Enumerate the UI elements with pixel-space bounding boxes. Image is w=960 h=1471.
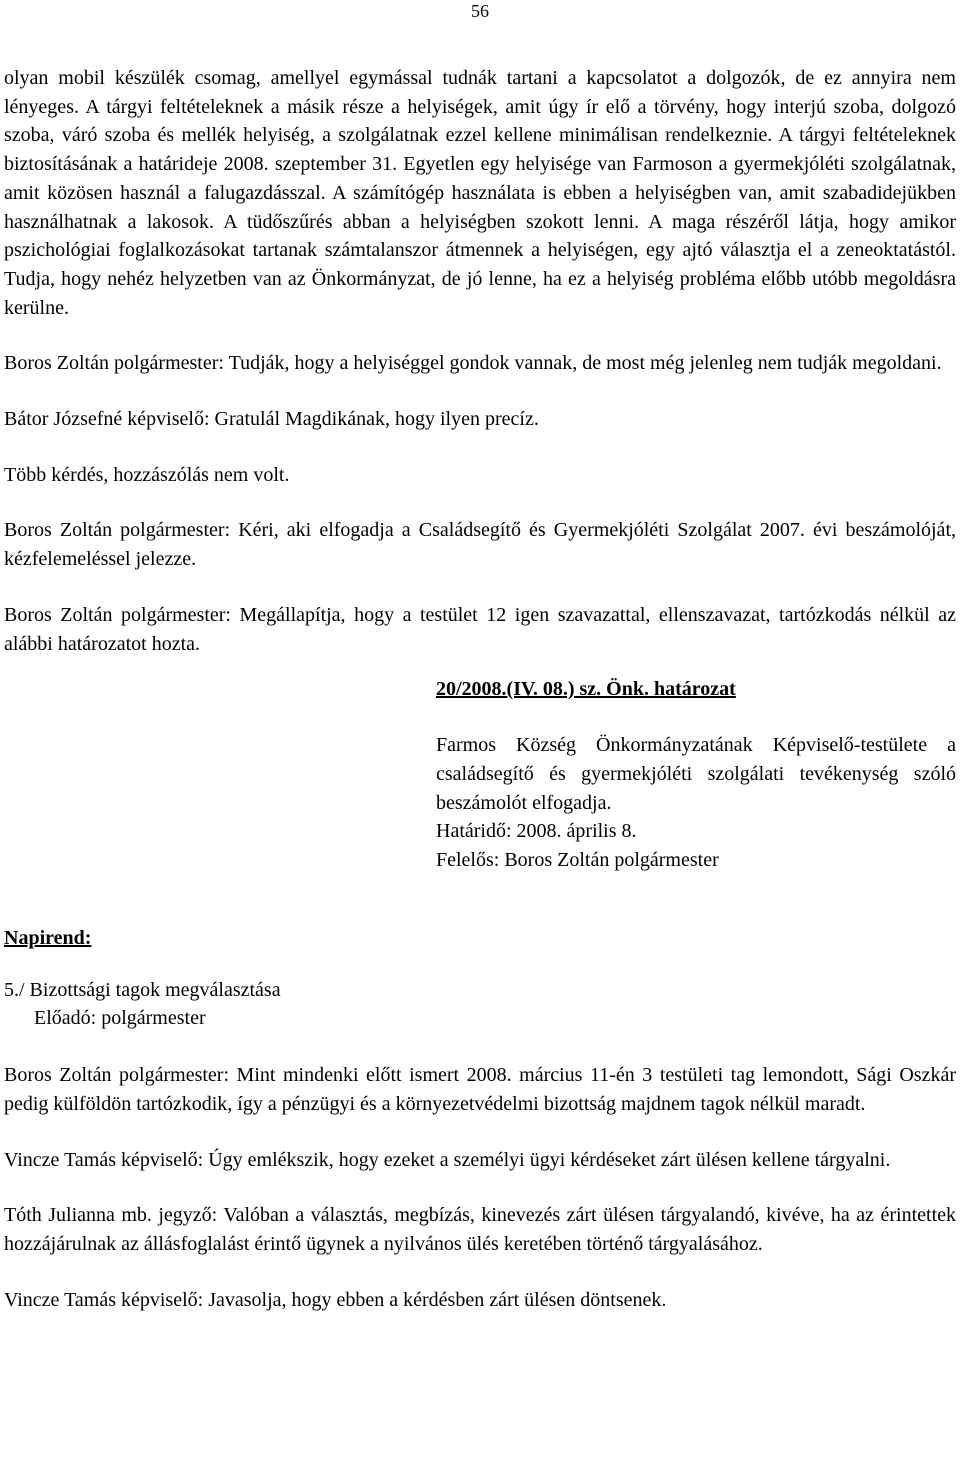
resolution-block	[436, 675, 956, 875]
resolution-deadline: Határidő: 2008. április 8.	[436, 820, 637, 843]
paragraph-vote-result: Boros Zoltán polgármester: Megállapítja, hogy a testület 12 igen szavazattal, ellenszavazat, tartózkodás nélkül az alábbi határozatot hozta.	[4, 603, 956, 655]
paragraph-notary-statement: Tóth Julianna mb. jegyző: Valóban a választás, megbízás, kinevezés zárt ülésen tárgyalandó, kivéve, ha az érintettek hozzájárulnak az állásfoglalást érintő ügynek a nyilvános ülés keretében történő tárgyalásához.	[4, 1204, 956, 1255]
agenda-heading: Napirend:	[4, 926, 92, 949]
paragraph-committee-situation: Boros Zoltán polgármester: Mint mindenki előtt ismert 2008. március 11-én 3 testületi tag lemondott, Sági Oszkár pedig külföldön tartózkodik, így a pénzügyi és a környezetvédelmi bizottság majdnem tagok nélkül maradt.	[4, 1064, 956, 1115]
resolution-responsible: Felelős: Boros Zoltán polgármester	[436, 849, 719, 872]
paragraph-no-more-questions: Több kérdés, hozzászólás nem volt.	[4, 463, 290, 486]
paragraph-mayor-response: Boros Zoltán polgármester: Tudják, hogy a helyiséggel gondok vannak, de most még jelenleg nem tudják megoldani.	[4, 352, 942, 375]
resolution-title: 20/2008.(IV. 08.) sz. Önk. határozat	[436, 678, 736, 701]
paragraph-closed-session-proposal: Vincze Tamás képviselő: Javasolja, hogy ebben a kérdésben zárt ülésen döntsenek.	[4, 1288, 667, 1311]
page-number: 56	[471, 1, 489, 21]
paragraph-facilities: olyan mobil készülék csomag, amellyel egymással tudnák tartani a kapcsolatot a dolgozók, de ez annyira nem lényeges. A tárgyi feltételeknek a másik része a helyiségek, amit úgy ír elő a törvény, hogy interjú szoba, dolgozó szoba, váró szoba és mellék helyiség, a szolgálatnak ezzel kellene minimálisan rendelkeznie. A tárgyi feltételeknek biztosításának a határideje 2008. szeptember 31. Egyetlen egy helyisége van Farmoson a gyermekjóléti szolgálatnak, amit közösen használ a falugazdásszal. A számítógép használata is ebben a helyiségben van, amit szabadidejükben használhatnak a lakosok. A tüdőszűrés abban a helyiségben szokott lenni. A maga részéről látja, hogy amikor pszichológiai foglalkozásokat tartanak számtalanszor átmennek a helyiségen, egy ajtó választja el a zeneoktatástól. Tudja, hogy nehéz helyzetben van az Önkormányzat, de jó lenne, ha ez a helyiség probléma előbb utóbb megoldásra kerülne.	[4, 67, 956, 319]
agenda-item: 5./ Bizottsági tagok megválasztása	[4, 978, 281, 1001]
paragraph-closed-session-remark: Vincze Tamás képviselő: Úgy emlékszik, hogy ezeket a személyi ügyi kérdéseket zárt ülésen kellene tárgyalni.	[4, 1148, 891, 1171]
document-body	[4, 64, 956, 1314]
paragraph-vote-call: Boros Zoltán polgármester: Kéri, aki elfogadja a Családsegítő és Gyermekjóléti Szolgálat 2007. évi beszámolóját, kézfelemeléssel jelezze.	[4, 519, 956, 571]
paragraph-congratulation: Bátor Józsefné képviselő: Gratulál Magdikának, hogy ilyen precíz.	[4, 408, 539, 431]
agenda-presenter: Előadó: polgármester	[34, 1007, 206, 1030]
resolution-body: Farmos Község Önkormányzatának Képviselő-testülete a családsegítő és gyermekjóléti szolgálati tevékenység szóló beszámolót elfogadja.	[436, 734, 956, 814]
